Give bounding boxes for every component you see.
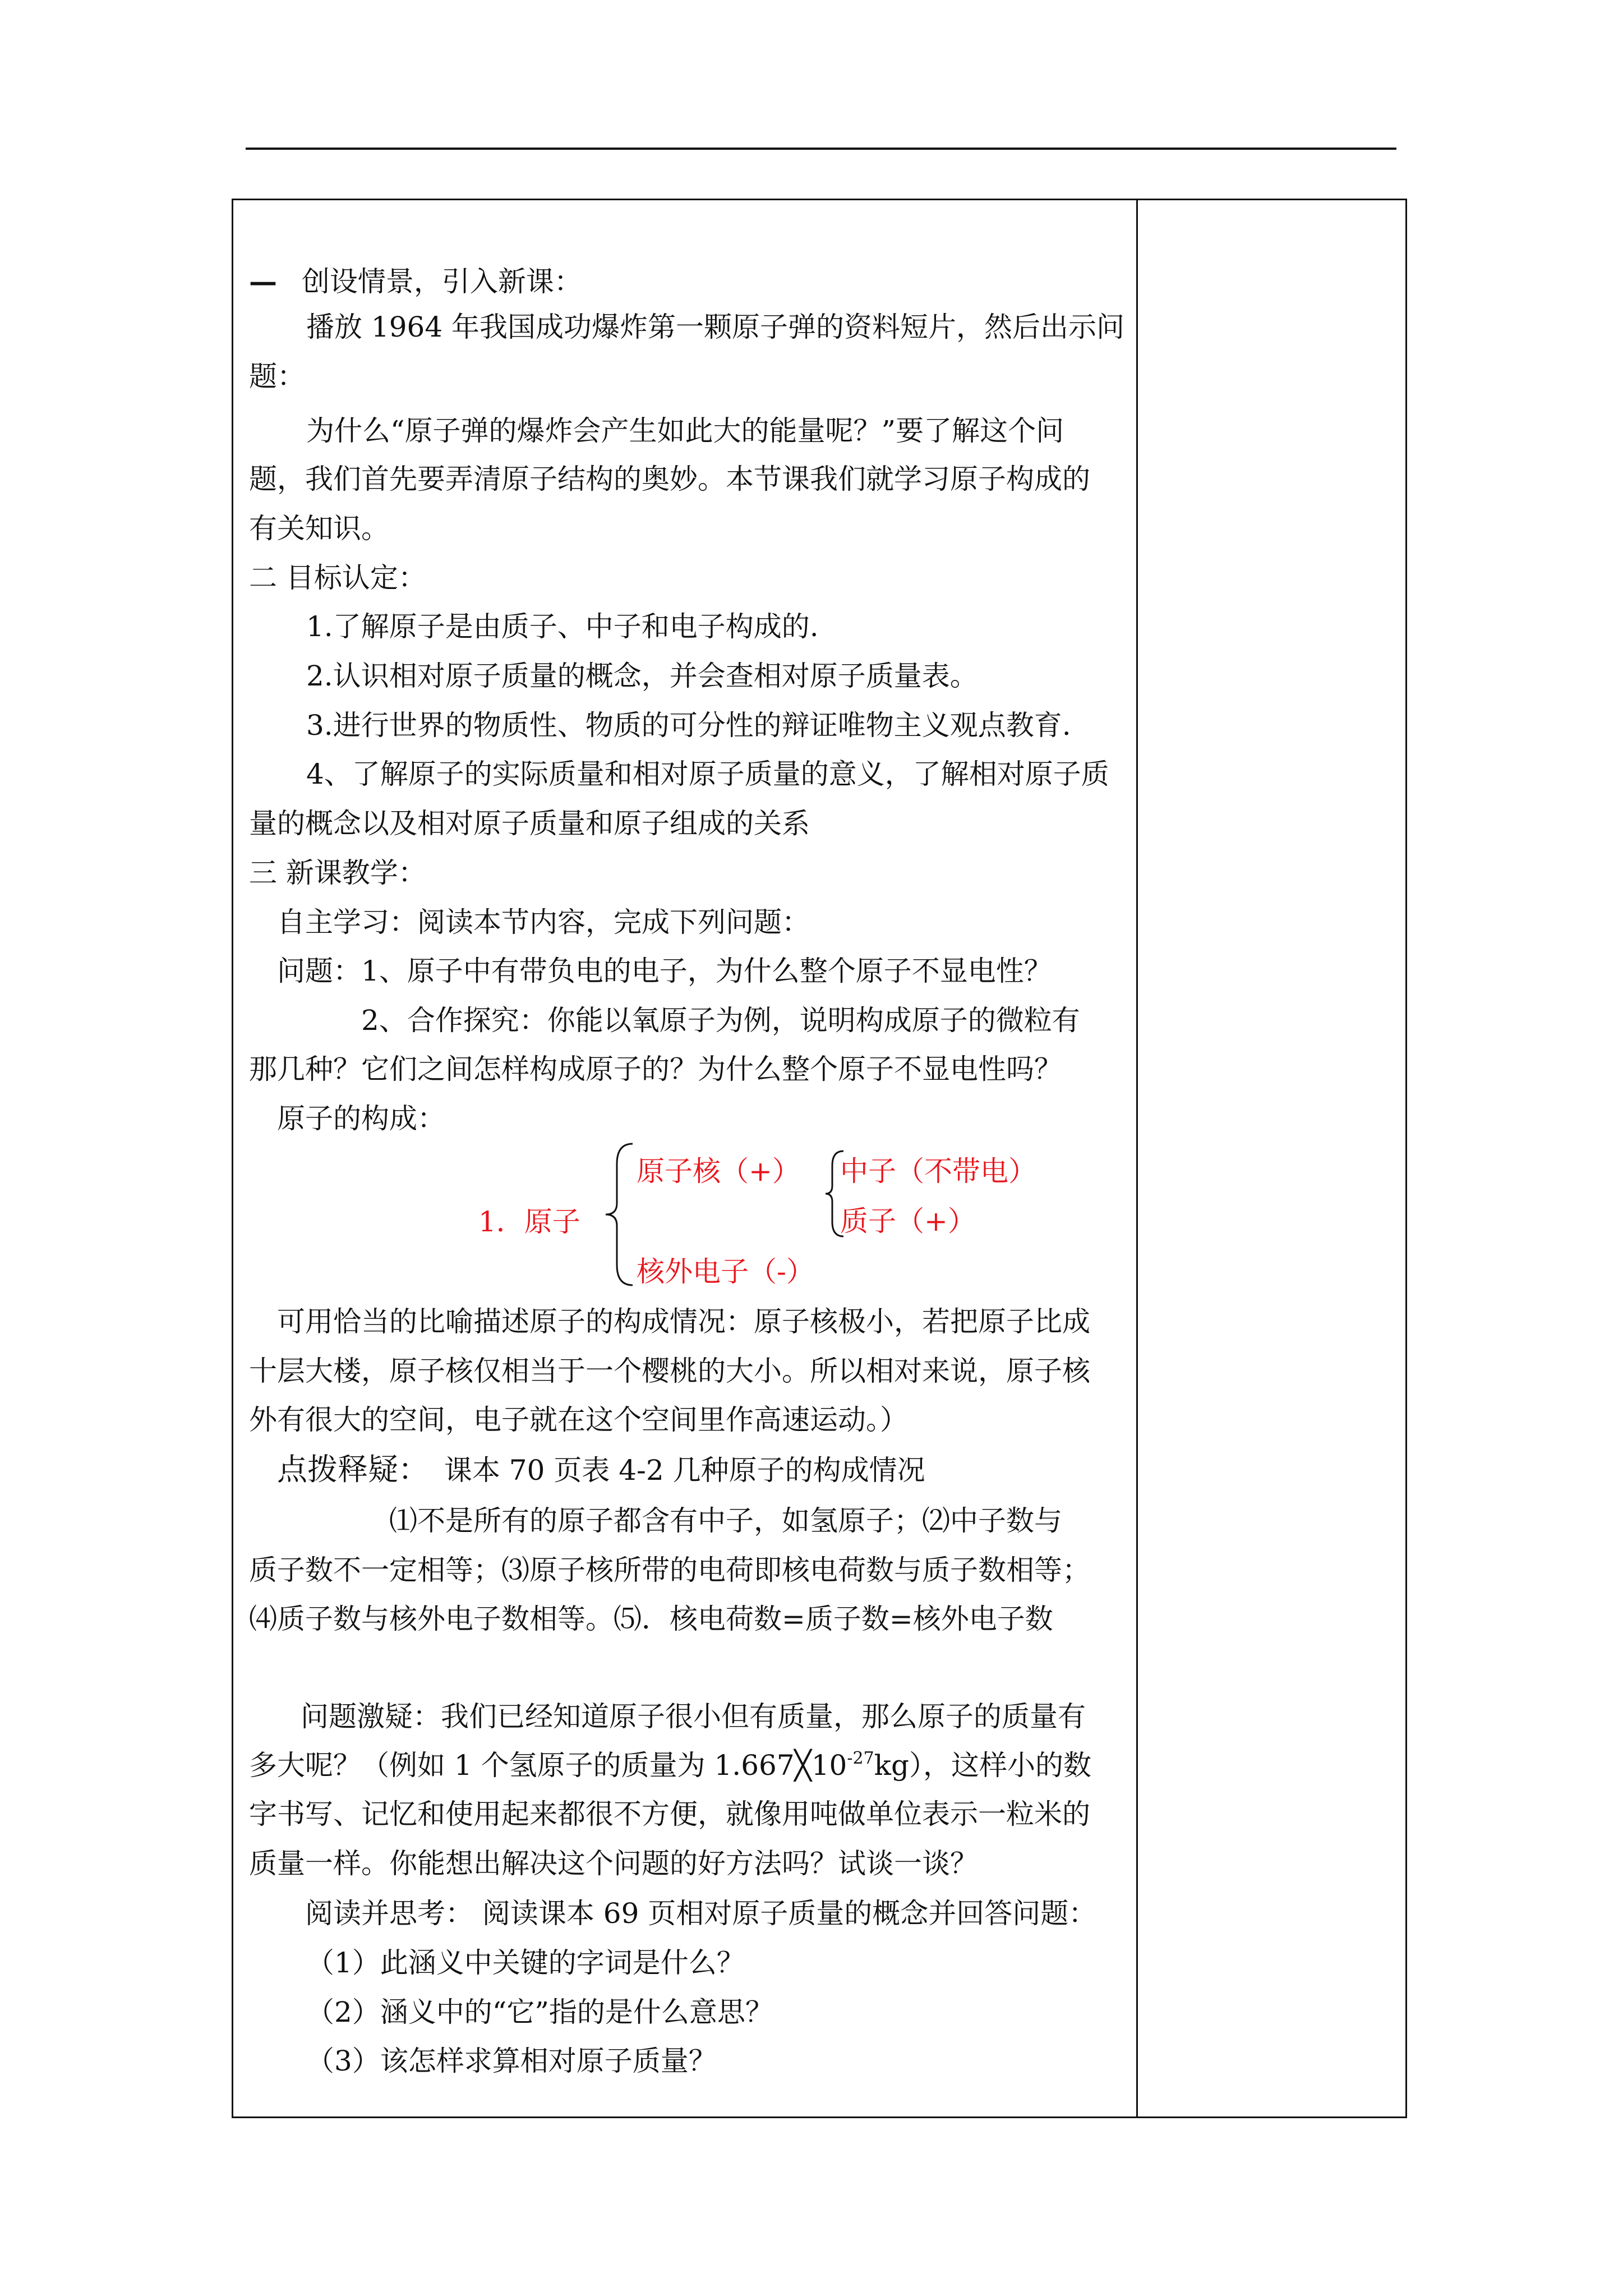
inquiry-text bbox=[249, 1749, 1091, 1787]
analogy-text: 外有很大的空间，电子就在这个空间里作高速运动。） bbox=[249, 1404, 908, 1436]
section1-heading bbox=[249, 265, 582, 298]
facts-text: ⑴不是所有的原子都含有中子，如氢原子；⑵中子数与 bbox=[389, 1504, 1062, 1537]
inquiry-text-part: kg），这样小的数 bbox=[874, 1749, 1091, 1782]
inquiry-text: 字书写、记忆和使用起来都很不方便，就像用吨做单位表示一粒米的 bbox=[249, 1798, 1090, 1830]
proton-label: 质子（+） bbox=[840, 1205, 976, 1237]
inquiry-text-part: 多大呢？（例如 1 个氢原子的质量为 1.667╳10 bbox=[249, 1749, 847, 1782]
objective-item: 3.进行世界的物质性、物质的可分性的辩证唯物主义观点教育. bbox=[306, 709, 1071, 742]
composition-label: 原子的构成： bbox=[277, 1102, 445, 1135]
question-1: 问题：1、原子中有带负电的电子，为什么整个原子不显电性？ bbox=[277, 955, 1052, 987]
paragraph-line: 题： bbox=[249, 360, 305, 393]
inquiry-text: 问题激疑：我们已经知道原子很小但有质量，那么原子的质量有 bbox=[301, 1700, 1086, 1733]
exponent: -27 bbox=[847, 1749, 874, 1768]
hint-text: 课本 70 页表 4-2 几种原子的构成情况 bbox=[444, 1454, 925, 1487]
read-think-text: 阅读并思考： 阅读课本 69 页相对原子质量的概念并回答问题： bbox=[305, 1897, 1097, 1930]
nucleus-label: 原子核（+） bbox=[637, 1155, 800, 1188]
section1-heading-text: 创设情景，引入新课： bbox=[301, 265, 582, 298]
electron-label: 核外电子（-） bbox=[637, 1255, 814, 1288]
section1-heading-mark: — bbox=[249, 265, 277, 298]
paragraph-line: 为什么“原子弹的爆炸会产生如此大的能量呢？”要了解这个问 bbox=[306, 415, 1064, 447]
objective-item: 量的概念以及相对原子质量和原子组成的关系 bbox=[249, 807, 810, 840]
section3-heading: 三 新课教学： bbox=[249, 857, 426, 889]
facts-text: 质子数不一定相等；⑶原子核所带的电荷即核电荷数与质子数相等； bbox=[249, 1554, 1090, 1586]
paragraph-line: 播放 1964 年我国成功爆炸第一颗原子弹的资料短片，然后出示问 bbox=[306, 311, 1125, 343]
table-column-divider bbox=[1136, 199, 1138, 2118]
paragraph-line: 有关知识。 bbox=[249, 512, 389, 545]
objective-item: 2.认识相对原子质量的概念，并会查相对原子质量表。 bbox=[306, 660, 978, 692]
reading-question: （1）此涵义中关键的字词是什么？ bbox=[306, 1947, 745, 1979]
facts-text: ⑷质子数与核外电子数相等。⑸．核电荷数=质子数=核外电子数 bbox=[249, 1603, 1053, 1635]
analogy-text: 可用恰当的比喻描述原子的构成情况：原子核极小，若把原子比成 bbox=[277, 1305, 1090, 1338]
atom-label: 1．原子 bbox=[478, 1205, 580, 1238]
hint-title: 点拨释疑： bbox=[277, 1452, 428, 1487]
neutron-label: 中子（不带电） bbox=[840, 1155, 1036, 1188]
section2-heading: 二 目标认定： bbox=[249, 562, 426, 594]
outer-brace bbox=[605, 1142, 638, 1287]
question-2-cont: 那几种？它们之间怎样构成原子的？为什么整个原子不显电性吗？ bbox=[249, 1053, 1062, 1085]
paragraph-line: 题，我们首先要弄清原子结构的奥妙。本节课我们就学习原子构成的 bbox=[249, 463, 1090, 495]
question-2: 2、合作探究：你能以氧原子为例，说明构成原子的微粒有 bbox=[361, 1004, 1080, 1037]
header-rule bbox=[246, 148, 1396, 150]
reading-question: （2）涵义中的“它”指的是什么意思？ bbox=[306, 1996, 773, 2028]
objective-item: 1.了解原子是由质子、中子和电子构成的. bbox=[306, 610, 819, 643]
hint-line bbox=[277, 1453, 925, 1487]
inquiry-text: 质量一样。你能想出解决这个问题的好方法吗？试谈一谈？ bbox=[249, 1847, 978, 1880]
reading-question: （3）该怎样求算相对原子质量？ bbox=[306, 2045, 717, 2077]
objective-item: 4、了解原子的实际质量和相对原子质量的意义，了解相对原子质 bbox=[306, 758, 1109, 790]
analogy-text: 十层大楼，原子核仅相当于一个樱桃的大小。所以相对来说，原子核 bbox=[249, 1355, 1090, 1387]
self-study-text: 自主学习：阅读本节内容，完成下列问题： bbox=[277, 906, 810, 938]
